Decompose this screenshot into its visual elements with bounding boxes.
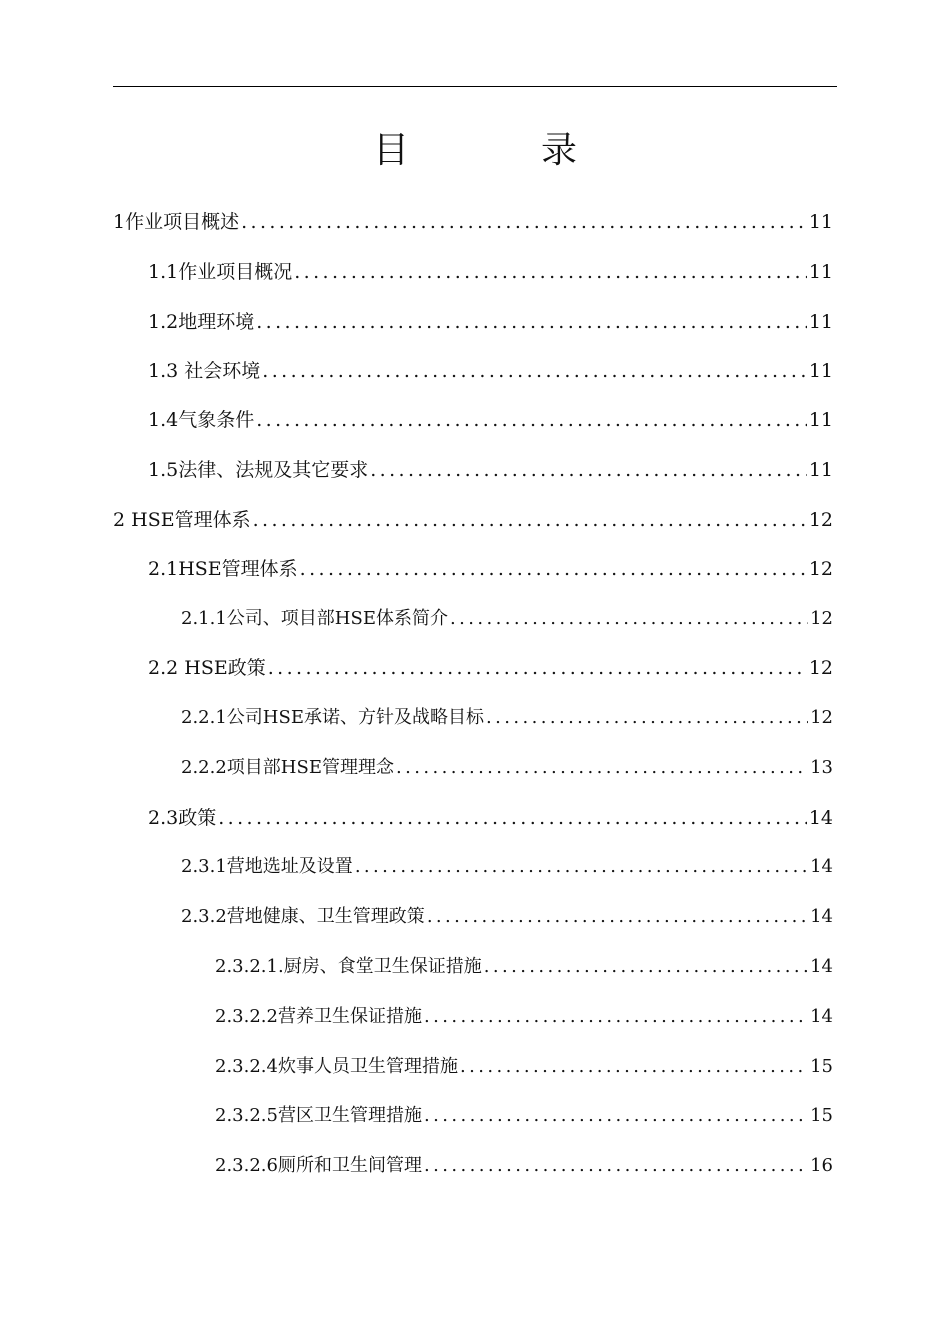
toc-leader-dots: [486, 693, 808, 743]
toc-entry[interactable]: [181, 892, 833, 942]
header-rule: [113, 86, 837, 87]
toc-entry-label: 2.2.2项目部HSE管理理念: [181, 757, 394, 778]
toc-entry-page: 15: [810, 1056, 833, 1077]
toc-entry-page: 14: [810, 1006, 833, 1027]
toc-entry-page: 11: [808, 211, 833, 233]
toc-entry-page: 12: [808, 509, 833, 531]
toc-entry[interactable]: [148, 544, 833, 594]
toc-entry-page: 12: [810, 608, 833, 629]
toc-entry[interactable]: [113, 495, 833, 545]
toc-entry-page: 14: [810, 856, 833, 877]
toc-entry[interactable]: [148, 793, 833, 843]
toc-entry[interactable]: [215, 1042, 833, 1092]
toc-leader-dots: [424, 1091, 808, 1141]
toc-entry-label: 2.3政策: [148, 807, 217, 829]
toc-entry-page: 16: [810, 1155, 833, 1176]
toc-entry-page: 14: [810, 956, 833, 977]
toc-leader-dots: [256, 297, 807, 347]
toc-leader-dots: [450, 594, 808, 644]
toc-entry-page: 11: [808, 261, 833, 283]
toc-leader-dots: [355, 842, 808, 892]
toc-leader-dots: [262, 346, 807, 396]
toc-entry-label: 2.3.2.2营养卫生保证措施: [215, 1006, 422, 1027]
toc-entry-label: 2.3.2.5营区卫生管理措施: [215, 1105, 422, 1126]
toc-entry-label: 1.2地理环境: [148, 311, 255, 333]
toc-leader-dots: [268, 643, 807, 693]
toc-entry-label: 2.2.1公司HSE承诺、方针及战略目标: [181, 707, 484, 728]
toc-entry-page: 14: [810, 906, 833, 927]
toc-entry[interactable]: [215, 992, 833, 1042]
toc-entry[interactable]: [181, 743, 833, 793]
toc-entry-label: 2.1HSE管理体系: [148, 558, 298, 580]
toc-entry[interactable]: [148, 643, 833, 693]
toc-leader-dots: [370, 445, 807, 495]
toc-entry[interactable]: [215, 942, 833, 992]
toc-entry-label: 2 HSE管理体系: [113, 509, 251, 531]
toc-entry-label: 1作业项目概述: [113, 211, 240, 233]
toc-entry-label: 2.3.2.4炊事人员卫生管理措施: [215, 1056, 458, 1077]
toc-entry-page: 14: [808, 807, 833, 829]
toc-entry-page: 12: [808, 558, 833, 580]
toc-entry[interactable]: [113, 197, 833, 247]
toc-entry[interactable]: [215, 1091, 833, 1141]
toc-entry[interactable]: [181, 842, 833, 892]
toc-entry[interactable]: [148, 297, 833, 347]
toc-entry-label: 2.3.1营地选址及设置: [181, 856, 353, 877]
toc-entry-label: 2.2 HSE政策: [148, 657, 266, 679]
toc-leader-dots: [253, 495, 807, 545]
page-title: 目 录: [372, 130, 625, 171]
toc-entry[interactable]: [148, 346, 833, 396]
toc-leader-dots: [424, 1141, 808, 1191]
toc-entry-label: 2.3.2.1.厨房、食堂卫生保证措施: [215, 956, 482, 977]
toc-leader-dots: [256, 395, 807, 445]
toc-entry[interactable]: [215, 1141, 833, 1191]
toc-entry-label: 1.1作业项目概况: [148, 261, 293, 283]
toc-entry-label: 1.3 社会环境: [148, 360, 261, 382]
toc-entry[interactable]: [148, 395, 833, 445]
toc-leader-dots: [300, 544, 807, 594]
toc-leader-dots: [424, 992, 808, 1042]
toc-leader-dots: [427, 892, 808, 942]
toc-entry-page: 11: [808, 409, 833, 431]
toc-entry-page: 11: [808, 311, 833, 333]
toc-entry[interactable]: [148, 445, 833, 495]
toc-entry-page: 15: [810, 1105, 833, 1126]
toc-entry-page: 12: [808, 657, 833, 679]
toc-entry-label: 2.3.2营地健康、卫生管理政策: [181, 906, 425, 927]
toc-entry-label: 2.3.2.6厕所和卫生间管理: [215, 1155, 422, 1176]
toc-leader-dots: [484, 942, 808, 992]
toc-entry-label: 2.1.1公司、项目部HSE体系简介: [181, 608, 448, 629]
toc-entry-label: 1.4气象条件: [148, 409, 255, 431]
toc-entry-page: 11: [808, 459, 833, 481]
toc-leader-dots: [218, 793, 807, 843]
toc-leader-dots: [396, 743, 808, 793]
toc-entry-label: 1.5法律、法规及其它要求: [148, 459, 369, 481]
toc-leader-dots: [460, 1042, 808, 1092]
toc-leader-dots: [294, 247, 807, 297]
toc-entry-page: 13: [810, 757, 833, 778]
toc-entry[interactable]: [181, 594, 833, 644]
toc-entry-page: 12: [810, 707, 833, 728]
toc-entry-page: 11: [808, 360, 833, 382]
toc-entry[interactable]: [148, 247, 833, 297]
toc-entry[interactable]: [181, 693, 833, 743]
toc-leader-dots: [241, 197, 807, 247]
